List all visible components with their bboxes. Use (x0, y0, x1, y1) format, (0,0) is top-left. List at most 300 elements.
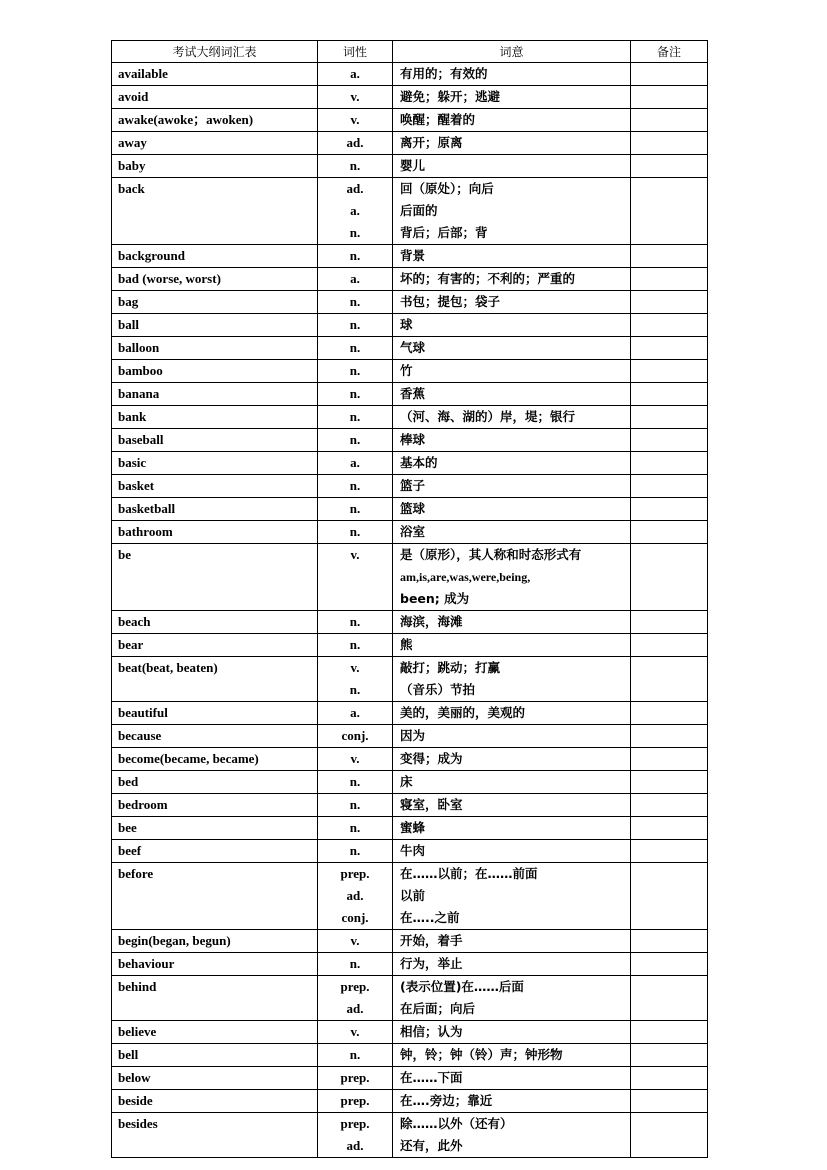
meaning-text: 美的，美丽的，美观的 (400, 705, 526, 720)
meaning-text: 棒球 (400, 432, 426, 447)
word-text: balloon (118, 340, 160, 355)
meaning-text: 在…..之前 (400, 910, 460, 925)
table-row (112, 291, 708, 314)
part-of-speech-cell (318, 1090, 393, 1113)
note-cell (631, 1067, 708, 1090)
word-text: beat(beat, beaten) (118, 660, 218, 675)
note-cell (631, 521, 708, 544)
part-of-speech-text: n. (349, 248, 361, 263)
word-cell (112, 521, 318, 544)
meaning-text: 婴儿 (400, 158, 426, 173)
meaning-cell (393, 109, 631, 132)
meaning-cell (393, 383, 631, 406)
meaning-text: 床 (400, 774, 413, 789)
meaning-cell (393, 63, 631, 86)
note-cell (631, 771, 708, 794)
word-cell (112, 109, 318, 132)
part-of-speech-text: v. (350, 751, 360, 766)
word-cell (112, 1021, 318, 1044)
word-text: bedroom (118, 797, 168, 812)
part-of-speech-text: n. (349, 340, 361, 355)
vocabulary-table (111, 40, 708, 1158)
word-cell (112, 475, 318, 498)
part-of-speech-text: prep. (340, 979, 370, 994)
table-row (112, 544, 708, 611)
table-row (112, 657, 708, 702)
part-of-speech-cell (318, 314, 393, 337)
meaning-cell (393, 1113, 631, 1158)
note-cell (631, 452, 708, 475)
note-cell (631, 63, 708, 86)
meaning-text: 背后；后部；背 (400, 225, 488, 240)
meaning-cell (393, 794, 631, 817)
word-cell (112, 337, 318, 360)
meaning-cell (393, 771, 631, 794)
note-cell (631, 360, 708, 383)
table-row (112, 1044, 708, 1067)
meaning-cell (393, 748, 631, 771)
word-text: bank (118, 409, 147, 424)
part-of-speech-cell (318, 498, 393, 521)
word-cell (112, 452, 318, 475)
part-of-speech-text: n. (349, 386, 361, 401)
part-of-speech-text: a. (350, 271, 360, 286)
meaning-text: been; 成为 (400, 591, 470, 606)
meaning-text: 气球 (400, 340, 426, 355)
meaning-text: (表示位置)在……后面 (400, 979, 524, 994)
part-of-speech-cell (318, 452, 393, 475)
part-of-speech-cell (318, 132, 393, 155)
meaning-cell (393, 611, 631, 634)
part-of-speech-cell (318, 794, 393, 817)
part-of-speech-cell (318, 245, 393, 268)
table-row (112, 475, 708, 498)
word-cell (112, 63, 318, 86)
word-cell (112, 725, 318, 748)
meaning-cell (393, 337, 631, 360)
part-of-speech-cell (318, 360, 393, 383)
note-cell (631, 544, 708, 611)
part-of-speech-text: conj. (341, 910, 369, 925)
meaning-text: 敲打；跳动；打赢 (400, 660, 501, 675)
table-row (112, 268, 708, 291)
word-cell (112, 360, 318, 383)
word-text: bag (118, 294, 139, 309)
word-text: bamboo (118, 363, 163, 378)
meaning-text: 行为，举止 (400, 956, 463, 971)
meaning-text: 钟，铃；钟（铃）声；钟形物 (400, 1047, 563, 1062)
part-of-speech-text: n. (349, 1047, 361, 1062)
table-row (112, 521, 708, 544)
meaning-cell (393, 132, 631, 155)
word-cell (112, 86, 318, 109)
word-cell (112, 657, 318, 702)
word-cell (112, 429, 318, 452)
part-of-speech-cell (318, 1113, 393, 1158)
header-note: 备注 (631, 41, 708, 63)
meaning-text: 唤醒；醒着的 (400, 112, 476, 127)
table-row (112, 771, 708, 794)
meaning-text: 浴室 (400, 524, 426, 539)
table-header-row (112, 41, 708, 63)
meaning-cell (393, 178, 631, 245)
word-text: bad (worse, worst) (118, 271, 221, 286)
word-cell (112, 976, 318, 1021)
word-cell (112, 840, 318, 863)
header-part-of-speech: 词性 (318, 41, 393, 63)
part-of-speech-text: prep. (340, 1116, 370, 1131)
table-row (112, 840, 708, 863)
vocabulary-table-body (112, 63, 708, 1158)
part-of-speech-text: n. (349, 432, 361, 447)
part-of-speech-text: ad. (346, 1138, 364, 1153)
meaning-cell (393, 429, 631, 452)
part-of-speech-cell (318, 930, 393, 953)
word-cell (112, 132, 318, 155)
note-cell (631, 840, 708, 863)
word-text: below (118, 1070, 151, 1085)
meaning-cell (393, 657, 631, 702)
table-row (112, 930, 708, 953)
word-text: available (118, 66, 168, 81)
part-of-speech-cell (318, 817, 393, 840)
meaning-text: 竹 (400, 363, 413, 378)
part-of-speech-cell (318, 1044, 393, 1067)
part-of-speech-cell (318, 863, 393, 930)
meaning-text: 以前 (400, 888, 426, 903)
meaning-cell (393, 840, 631, 863)
meaning-text: 除……以外（还有） (400, 1116, 513, 1131)
word-text: baby (118, 158, 146, 173)
meaning-text: 变得；成为 (400, 751, 463, 766)
meaning-cell (393, 498, 631, 521)
meaning-text: 在……以前；在……前面 (400, 866, 538, 881)
part-of-speech-text: n. (349, 843, 361, 858)
word-text: bed (118, 774, 139, 789)
table-row (112, 1067, 708, 1090)
word-text: ball (118, 317, 139, 332)
note-cell (631, 930, 708, 953)
word-text: bear (118, 637, 144, 652)
table-row (112, 132, 708, 155)
word-text: banana (118, 386, 160, 401)
word-text: be (118, 547, 131, 562)
table-row (112, 1090, 708, 1113)
part-of-speech-text: n. (349, 317, 361, 332)
part-of-speech-cell (318, 383, 393, 406)
part-of-speech-cell (318, 634, 393, 657)
word-text: beach (118, 614, 151, 629)
word-cell (112, 314, 318, 337)
table-row (112, 863, 708, 930)
meaning-text: 背景 (400, 248, 426, 263)
note-cell (631, 1090, 708, 1113)
note-cell (631, 725, 708, 748)
part-of-speech-text: prep. (340, 866, 370, 881)
part-of-speech-cell (318, 475, 393, 498)
word-text: basketball (118, 501, 176, 516)
word-text: beef (118, 843, 142, 858)
meaning-cell (393, 1044, 631, 1067)
meaning-text: 离开；原离 (400, 135, 463, 150)
note-cell (631, 337, 708, 360)
part-of-speech-cell (318, 406, 393, 429)
part-of-speech-cell (318, 86, 393, 109)
note-cell (631, 109, 708, 132)
table-row (112, 611, 708, 634)
note-cell (631, 702, 708, 725)
word-text: basic (118, 455, 147, 470)
meaning-text: 开始，着手 (400, 933, 463, 948)
part-of-speech-text: n. (349, 797, 361, 812)
note-cell (631, 1044, 708, 1067)
part-of-speech-cell (318, 611, 393, 634)
note-cell (631, 498, 708, 521)
word-cell (112, 771, 318, 794)
part-of-speech-cell (318, 953, 393, 976)
table-row (112, 178, 708, 245)
part-of-speech-text: n. (349, 363, 361, 378)
meaning-text: 坏的；有害的；不利的；严重的 (400, 271, 576, 286)
part-of-speech-text: n. (349, 637, 361, 652)
meaning-cell (393, 521, 631, 544)
word-cell (112, 1067, 318, 1090)
part-of-speech-cell (318, 291, 393, 314)
note-cell (631, 976, 708, 1021)
part-of-speech-text: n. (349, 820, 361, 835)
word-text: baseball (118, 432, 164, 447)
table-row (112, 86, 708, 109)
part-of-speech-cell (318, 748, 393, 771)
part-of-speech-text: ad. (346, 181, 364, 196)
table-row (112, 245, 708, 268)
meaning-cell (393, 245, 631, 268)
note-cell (631, 406, 708, 429)
word-cell (112, 498, 318, 521)
word-cell (112, 1113, 318, 1158)
note-cell (631, 611, 708, 634)
note-cell (631, 794, 708, 817)
table-row (112, 725, 708, 748)
word-text: besides (118, 1116, 158, 1131)
table-row (112, 383, 708, 406)
meaning-text: 香蕉 (400, 386, 426, 401)
meaning-text: 书包；提包；袋子 (400, 294, 501, 309)
meaning-cell (393, 86, 631, 109)
meaning-text: 海滨，海滩 (400, 614, 463, 629)
part-of-speech-text: v. (350, 933, 360, 948)
word-cell (112, 155, 318, 178)
word-cell (112, 794, 318, 817)
meaning-text: 基本的 (400, 455, 438, 470)
word-text: awake(awoke；awoken) (118, 112, 254, 127)
table-row (112, 360, 708, 383)
part-of-speech-text: a. (350, 705, 360, 720)
meaning-text: 牛肉 (400, 843, 426, 858)
meaning-text: 避免；躲开；逃避 (400, 89, 501, 104)
note-cell (631, 245, 708, 268)
part-of-speech-text: n. (349, 225, 361, 240)
note-cell (631, 657, 708, 702)
part-of-speech-text: n. (349, 478, 361, 493)
word-cell (112, 863, 318, 930)
table-row (112, 429, 708, 452)
table-row (112, 1021, 708, 1044)
note-cell (631, 817, 708, 840)
word-text: avoid (118, 89, 149, 104)
part-of-speech-cell (318, 725, 393, 748)
word-text: basket (118, 478, 155, 493)
meaning-cell (393, 314, 631, 337)
part-of-speech-cell (318, 1021, 393, 1044)
word-text: back (118, 181, 145, 196)
part-of-speech-text: ad. (346, 888, 364, 903)
word-text: become(became, became) (118, 751, 259, 766)
meaning-cell (393, 817, 631, 840)
part-of-speech-text: prep. (340, 1070, 370, 1085)
meaning-cell (393, 360, 631, 383)
meaning-text: 有用的；有效的 (400, 66, 488, 81)
part-of-speech-text: a. (350, 66, 360, 81)
part-of-speech-text: ad. (346, 135, 364, 150)
word-cell (112, 953, 318, 976)
note-cell (631, 314, 708, 337)
part-of-speech-cell (318, 429, 393, 452)
part-of-speech-text: v. (350, 89, 360, 104)
table-row (112, 634, 708, 657)
word-cell (112, 268, 318, 291)
meaning-cell (393, 702, 631, 725)
table-row (112, 794, 708, 817)
part-of-speech-text: n. (349, 524, 361, 539)
part-of-speech-cell (318, 976, 393, 1021)
part-of-speech-cell (318, 521, 393, 544)
word-cell (112, 178, 318, 245)
note-cell (631, 863, 708, 930)
word-text: away (118, 135, 147, 150)
word-cell (112, 1044, 318, 1067)
part-of-speech-cell (318, 337, 393, 360)
part-of-speech-text: n. (349, 614, 361, 629)
part-of-speech-text: n. (349, 956, 361, 971)
part-of-speech-text: n. (349, 682, 361, 697)
word-cell (112, 611, 318, 634)
note-cell (631, 132, 708, 155)
part-of-speech-text: conj. (341, 728, 369, 743)
note-cell (631, 1113, 708, 1158)
meaning-text: 球 (400, 317, 413, 332)
meaning-cell (393, 634, 631, 657)
part-of-speech-text: n. (349, 774, 361, 789)
part-of-speech-cell (318, 544, 393, 611)
note-cell (631, 748, 708, 771)
table-row (112, 976, 708, 1021)
word-text: believe (118, 1024, 157, 1039)
note-cell (631, 634, 708, 657)
part-of-speech-text: n. (349, 158, 361, 173)
meaning-text: 寝室，卧室 (400, 797, 463, 812)
part-of-speech-text: a. (350, 203, 360, 218)
part-of-speech-text: v. (350, 1024, 360, 1039)
note-cell (631, 383, 708, 406)
meaning-cell (393, 930, 631, 953)
note-cell (631, 953, 708, 976)
meaning-text: 是（原形），其人称和时态形式有 (400, 547, 582, 562)
meaning-text: 蜜蜂 (400, 820, 426, 835)
word-cell (112, 748, 318, 771)
word-cell (112, 406, 318, 429)
word-text: beautiful (118, 705, 168, 720)
table-row (112, 314, 708, 337)
meaning-cell (393, 406, 631, 429)
meaning-cell (393, 1090, 631, 1113)
meaning-text: 在后面；向后 (400, 1001, 476, 1016)
word-cell (112, 702, 318, 725)
note-cell (631, 291, 708, 314)
word-cell (112, 544, 318, 611)
meaning-cell (393, 544, 631, 611)
word-cell (112, 1090, 318, 1113)
table-row (112, 452, 708, 475)
part-of-speech-text: ad. (346, 1001, 364, 1016)
part-of-speech-text: v. (350, 547, 360, 562)
part-of-speech-cell (318, 702, 393, 725)
table-row (112, 748, 708, 771)
part-of-speech-text: v. (350, 660, 360, 675)
part-of-speech-cell (318, 63, 393, 86)
meaning-text: 篮子 (400, 478, 426, 493)
note-cell (631, 155, 708, 178)
table-row (112, 109, 708, 132)
word-cell (112, 245, 318, 268)
note-cell (631, 178, 708, 245)
table-row (112, 337, 708, 360)
word-text: behaviour (118, 956, 175, 971)
part-of-speech-cell (318, 155, 393, 178)
word-text: begin(began, begun) (118, 933, 231, 948)
part-of-speech-text: n. (349, 409, 361, 424)
word-text: background (118, 248, 185, 263)
meaning-cell (393, 1021, 631, 1044)
table-row (112, 817, 708, 840)
part-of-speech-text: n. (349, 294, 361, 309)
part-of-speech-cell (318, 178, 393, 245)
table-row (112, 406, 708, 429)
meaning-text: 在……下面 (400, 1070, 463, 1085)
part-of-speech-cell (318, 268, 393, 291)
part-of-speech-text: prep. (340, 1093, 370, 1108)
note-cell (631, 86, 708, 109)
note-cell (631, 475, 708, 498)
note-cell (631, 268, 708, 291)
word-text: beside (118, 1093, 153, 1108)
meaning-cell (393, 725, 631, 748)
header-word: 考试大纲词汇表 (112, 41, 318, 63)
meaning-text: 熊 (400, 637, 413, 652)
part-of-speech-text: a. (350, 455, 360, 470)
word-text: bathroom (118, 524, 173, 539)
part-of-speech-cell (318, 109, 393, 132)
meaning-cell (393, 863, 631, 930)
meaning-text: （音乐）节拍 (400, 682, 476, 697)
meaning-text: 相信；认为 (400, 1024, 463, 1039)
part-of-speech-cell (318, 657, 393, 702)
table-row (112, 702, 708, 725)
meaning-cell (393, 475, 631, 498)
table-row (112, 155, 708, 178)
word-text: because (118, 728, 162, 743)
meaning-cell (393, 268, 631, 291)
